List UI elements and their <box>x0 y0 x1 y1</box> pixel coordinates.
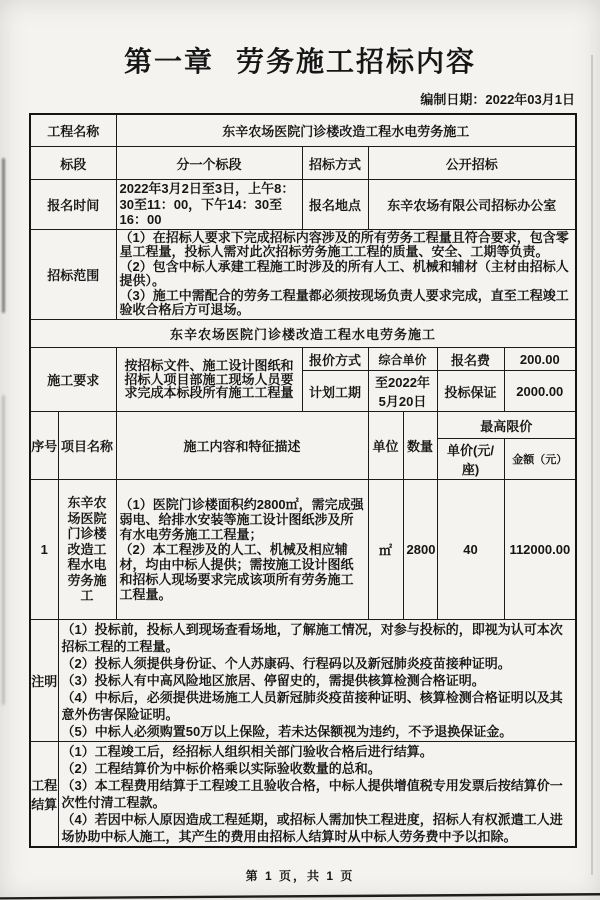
row-items-header <box>30 412 576 439</box>
plan-period-value: 至2022年5月20日 <box>368 371 437 412</box>
item-content <box>116 480 368 620</box>
row-signup <box>30 180 576 230</box>
chapter-number: 第一章 <box>123 46 214 77</box>
scope-line: （1）在招标人要求下完成招标内容涉及的所有劳务工程量且符合要求，包含零星工程量，投标人需对此次招标劳务施工工程的质量、安全、工期等负责。 <box>119 229 569 260</box>
col-header-seq: 序号 <box>30 412 58 480</box>
scope-line: （2）包含中标人承建工程施工时涉及的所有人工、机械和辅材（主材由招标人提供）。 <box>119 258 569 289</box>
settlement-label: 工程结算 <box>30 742 58 848</box>
settlement-line: （3）本工程费用结算于工程竣工且验收合格，中标人提供增值税专用发票后按结算价一次性付清工程款。 <box>61 778 563 811</box>
inner-section-title: 东辛农场医院门诊楼改造工程水电劳务施工 <box>30 320 576 348</box>
col-header-unit-price: 单价(元/座) <box>437 439 504 480</box>
row-section-title <box>30 320 576 348</box>
project-name-label: 工程名称 <box>30 114 116 147</box>
col-header-unit: 单位 <box>368 412 403 480</box>
bid-deposit-label: 投标保证 <box>437 371 504 412</box>
col-header-amount: 金额（元） <box>504 439 576 480</box>
note-line: （5）中标人必须购置50万以上保险，若未达保额视为违约，不予退换保证金。 <box>61 724 513 740</box>
row-requirements-1 <box>30 348 576 371</box>
item-content-line: （2）本工程涉及的人工、机械及相应辅材，均由中标人提供；需按施工设计图纸和招标人现场要求完成该项所有劳务施工工程量。 <box>119 542 354 603</box>
item-qty: 2800 <box>403 480 437 620</box>
row-settlement <box>30 742 576 848</box>
item-content-line: （1）医院门诊楼面积约2800㎡，需完成强弱电、给排水安装等施工设计图纸涉及所有水电劳务施工工程量； <box>119 497 364 543</box>
signup-place-label: 报名地点 <box>302 180 368 230</box>
chapter-title: 劳务施工招标内容 <box>236 46 477 77</box>
note-line: （2）投标人须提供身份证、个人苏康码、行程码以及新冠肺炎疫苗接种证明。 <box>61 656 511 672</box>
col-header-max-price: 最高限价 <box>437 412 576 439</box>
item-unit: ㎡ <box>368 480 403 620</box>
requirements-desc: 按招标文件、施工设计图纸和招标人项目部施工现场人员要求完成本标段所有施工工程量 <box>116 348 302 412</box>
settlement-line: （2）工程结算价为中标价格乘以实际验收数量的总和。 <box>61 761 381 777</box>
signup-time-label: 报名时间 <box>30 180 116 230</box>
note-line: （3）投标人有中高风险地区旅居、停留史的，需提供核算检测合格证明。 <box>61 673 485 689</box>
signup-time-value: 2022年3月2日至3日，上午8：30至11：00，下午14：30至16：00 <box>116 180 302 230</box>
note-line: （4）中标后，必须提供进场施工人员新冠肺炎疫苗接种证明、核算检测合格证明以及其意外伤害保险证明。 <box>61 690 563 723</box>
bid-method-value: 公开招标 <box>368 147 576 180</box>
col-header-name: 项目名称 <box>58 412 116 480</box>
scan-bottom-edge <box>0 890 600 900</box>
row-notes <box>30 620 576 742</box>
plan-period-label: 计划工期 <box>302 371 368 412</box>
bid-deposit-value: 2000.00 <box>504 371 576 412</box>
section-value: 分一个标段 <box>116 147 302 180</box>
requirements-label: 施工要求 <box>30 348 116 412</box>
section-label: 标段 <box>30 147 116 180</box>
row-project-name <box>30 114 576 147</box>
scan-edge-line <box>591 55 593 875</box>
item-unit-price: 40 <box>437 480 504 620</box>
signup-fee-label: 报名费 <box>437 348 504 371</box>
settlement-text <box>58 742 576 848</box>
page-indicator: 第 1 页，共 1 页 <box>245 869 355 883</box>
settlement-line: （4）若因中标人原因造成工程延期，或招标人需加快工程进度，招标人有权派遣工人进场协助中标人施工，其产生的费用由招标人结算时从中标人劳务费中予以扣除。 <box>61 812 563 845</box>
bid-method-label: 招标方式 <box>302 147 368 180</box>
signup-place-value: 东辛农场有限公司招标办公室 <box>368 180 576 230</box>
quote-method-value: 综合单价 <box>368 348 437 371</box>
compile-date: 编制日期：2022年03月1日 <box>420 92 575 107</box>
col-header-content: 施工内容和特征描述 <box>116 412 368 480</box>
scan-streak-dark <box>2 158 5 313</box>
row-section-method <box>30 147 576 180</box>
row-scope <box>30 229 576 320</box>
bid-content-table <box>29 113 577 848</box>
scan-streak-soft <box>2 395 5 705</box>
scope-line: （3）施工中需配合的劳务工程量都必须按现场负责人要求完成，直至工程竣工验收合格后方可退场。 <box>119 287 569 318</box>
settlement-line: （1）工程竣工后，经招标人组织相关部门验收合格后进行结算。 <box>61 744 433 760</box>
signup-fee-value: 200.00 <box>504 348 576 371</box>
notes-text <box>58 620 576 742</box>
item-amount: 112000.00 <box>504 480 576 620</box>
col-header-qty: 数量 <box>403 412 437 480</box>
item-name: 东辛农场医院门诊楼改造工程水电劳务施工 <box>58 480 116 620</box>
quote-method-label: 报价方式 <box>302 348 368 371</box>
item-seq: 1 <box>30 480 58 620</box>
document-title <box>0 0 600 80</box>
table-row-item-1 <box>30 480 576 620</box>
note-line: （1）投标前，投标人到现场查看场地，了解施工情况，对参与投标的，即视为认可本次招标工程的工程量。 <box>61 622 563 655</box>
scope-label: 招标范围 <box>30 229 116 320</box>
project-name-value: 东辛农场医院门诊楼改造工程水电劳务施工 <box>116 114 576 147</box>
notes-label: 注明 <box>30 620 58 742</box>
scope-text <box>116 229 576 320</box>
